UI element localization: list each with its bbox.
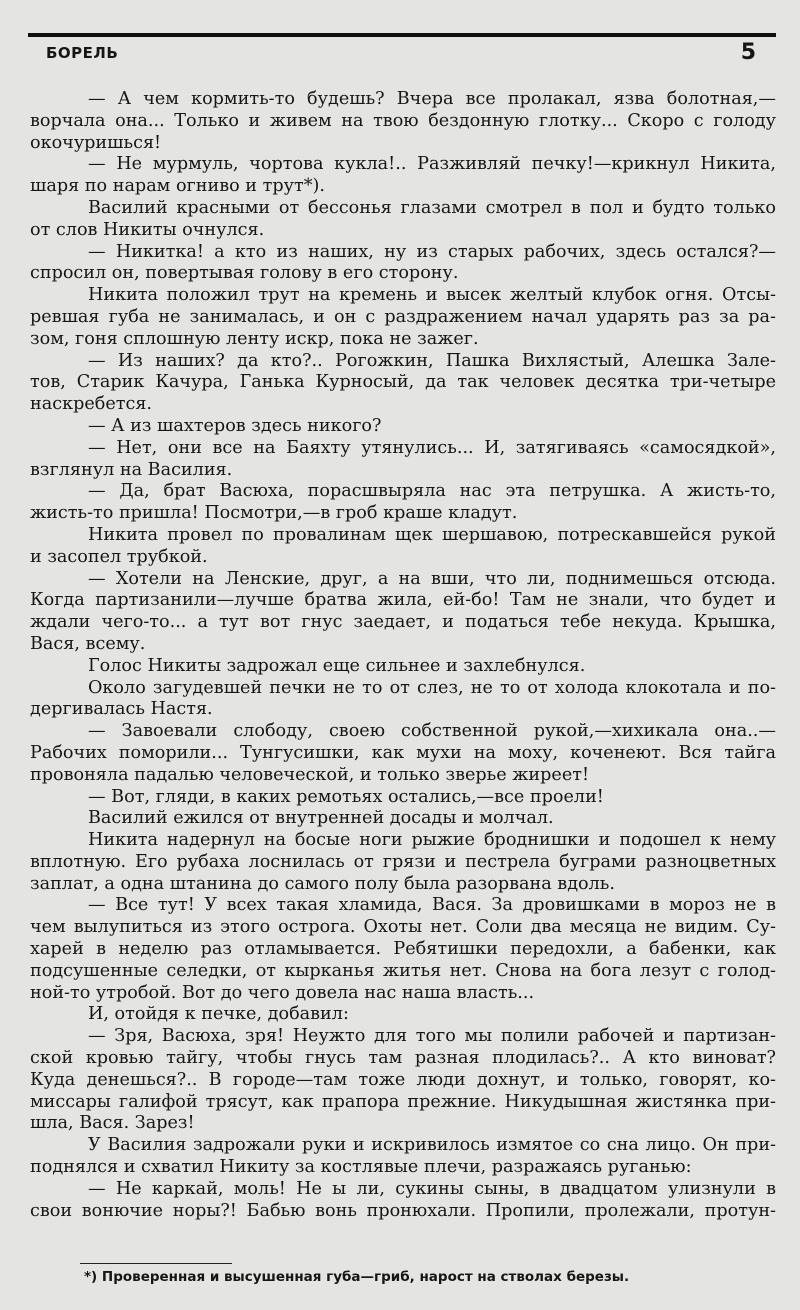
text-line: окочуришься! [30, 132, 162, 153]
text-line: Вася, всему. [30, 633, 146, 654]
text-line: — Нет, они все на Баяхту утянулись... И, затягиваясь «самосядкой», [88, 437, 776, 458]
text-line: ждали чего-то... а тут вот гнус заедает, и податься тебе некуда. Крышка, [30, 612, 776, 633]
text-line: дергивалась Настя. [30, 699, 213, 720]
text-line: Никита провел по провалинам щек шершавою, потрескавшейся рукой [88, 524, 776, 545]
text-line: зом, гоня сплошную ленту искр, пока не зажег. [30, 328, 479, 349]
text-line: Василий ежился от внутренней досады и молчал. [88, 808, 554, 829]
text-line: шла, Вася. Зарез! [30, 1113, 195, 1134]
text-line: — Из наших? да кто?.. Рогожкин, Пашка Вихлястый, Алешка Зале- [88, 350, 776, 371]
text-line: — Вот, гляди, в каких ремотьях остались,—все проели! [88, 786, 604, 807]
text-line: — Никитка! а кто из наших, ну из старых рабочих, здесь остался?— [88, 241, 776, 262]
text-line: вплотную. Его рубаха лоснилась от грязи и пестрела буграми разноцветных [30, 851, 776, 872]
text-line: чем вылупиться из этого острога. Охоты нет. Соли два месяца не видим. Су- [30, 917, 776, 938]
text-line: Когда партизанили—лучше братва жила, ей-бо! Там не знали, что будет и [30, 590, 776, 611]
text-line: наскребется. [30, 394, 153, 415]
text-line: Куда денешься?.. В городе—там тоже люди дохнут, и только, говорят, ко- [30, 1069, 776, 1090]
footnote-rule [80, 1263, 232, 1264]
text-line: — Да, брат Васюха, порасшвыряла нас эта петрушка. А жисть-то, [88, 481, 776, 502]
text-line: спросил он, повертывая голову в его сторону. [30, 263, 459, 284]
text-line: и засопел трубкой. [30, 546, 208, 567]
text-line: У Василия задрожали руки и искривилось измятое со сна лицо. Он при- [88, 1135, 776, 1156]
text-line: взглянул на Василия. [30, 459, 233, 480]
body-text [30, 89, 776, 1222]
text-line: заплат, а одна штанина до самого полу была разорвана вдоль. [30, 873, 615, 894]
text-line: харей в неделю раз отламывается. Ребятишки передохли, а бабенки, как [30, 939, 776, 960]
text-line: Рабочих поморили... Тунгусишки, как мухи на моху, коченеют. Вся тайга [30, 742, 776, 763]
text-line: ревшая губа не занималась, и он с раздражением начал ударять раз за ра- [30, 306, 776, 327]
text-line: миссары галифой трясут, как прапора прежние. Никудышная жистянка при- [30, 1091, 776, 1112]
text-line: ворчала она... Только и живем на твою бездонную глотку... Скоро с голоду [30, 110, 776, 131]
text-line: ской кровью тайгу, чтобы гнусь там разная плодилась?.. А кто виноват? [30, 1048, 776, 1069]
text-line: поднялся и схватил Никиту за костлявые плечи, разражаясь руганью: [30, 1157, 692, 1178]
text-line: — Не мурмуль, чортова кукла!.. Разживляй печку!—крикнул Никита, [88, 154, 776, 175]
text-line: Никита положил трут на кремень и высек желтый клубок огня. Отсы- [88, 285, 776, 306]
text-line: тов, Старик Качура, Ганька Курносый, да так человек десятка три-четыре [30, 372, 776, 393]
text-line: жисть-то пришла! Посмотри,—в гроб краше кладут. [30, 503, 518, 524]
footnote: *) Проверенная и высушенная губа—гриб, нарост на стволах березы. [84, 1269, 630, 1285]
text-line: ной-то утробой. Вот до чего довела нас наша власть... [30, 982, 535, 1003]
text-line: — Все тут! У всех такая хламида, Вася. За дровишками в мороз не в [88, 895, 776, 916]
page-number: 5 [740, 40, 756, 65]
text-line: подсушенные селедки, от кырканья житья нет. Снова на бога лезут с голод- [30, 960, 776, 981]
text-line: от слов Никиты очнулся. [30, 219, 265, 240]
text-line: Около загудевшей печки не то от слез, не то от холода клокотала и по- [88, 677, 776, 698]
text-line: Василий красными от бессонья глазами смотрел в пол и будто только [88, 197, 776, 218]
running-head: БОРЕЛЬ [46, 44, 119, 62]
text-line: И, отойдя к печке, добавил: [88, 1004, 349, 1025]
text-line: — Завоевали слободу, своею собственной рукой,—хихикала она..— [88, 721, 776, 742]
text-line: свои вонючие норы?! Бабью вонь пронюхали. Пропили, пролежали, протун- [30, 1200, 776, 1221]
text-line: Никита надернул на босые ноги рыжие броднишки и подошел к нему [88, 830, 776, 851]
text-line: — Зря, Васюха, зря! Неужто для того мы полили рабочей и партизан- [88, 1026, 776, 1047]
text-line: — А чем кормить-то будешь? Вчера все пролакал, язва болотная,— [88, 89, 776, 109]
header-rule [28, 33, 776, 37]
text-line: — Хотели на Ленские, друг, а на вши, что ли, поднимешься отсюда. [88, 568, 776, 589]
text-line: провоняла падалью человеческой, и только зверье жиреет! [30, 764, 590, 785]
text-line: шаря по нарам огниво и трут*). [30, 176, 325, 197]
text-line: Голос Никиты задрожал еще сильнее и захлебнулся. [88, 655, 586, 676]
text-line: — Не каркай, моль! Не ы ли, сукины сыны, в двадцатом улизнули в [88, 1178, 776, 1199]
text-line: — А из шахтеров здесь никого? [88, 415, 382, 436]
